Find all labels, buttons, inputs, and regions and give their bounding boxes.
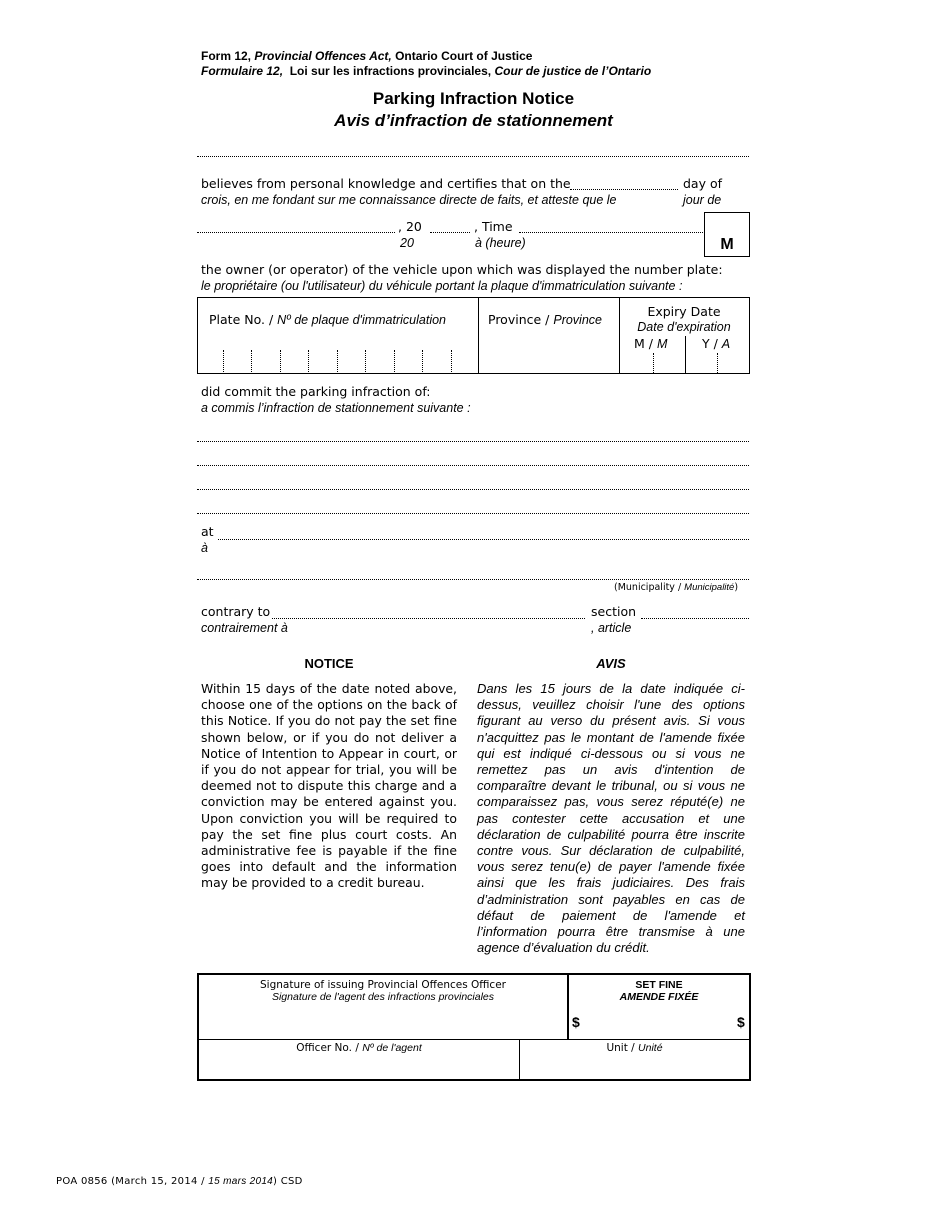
court-name-fr: Cour de justice de l’Ontario <box>494 64 652 78</box>
plate-char-tick <box>308 350 309 372</box>
time-field[interactable] <box>519 232 703 233</box>
at-label-en: at <box>201 524 214 539</box>
province-header-fr: Province <box>553 313 602 327</box>
province-header <box>488 312 602 328</box>
at-label-fr: à <box>201 541 208 555</box>
expiry-month-fr: M <box>656 337 668 351</box>
unit-label-en: Unit / <box>606 1042 639 1054</box>
municipality-line[interactable] <box>197 579 749 580</box>
expiry-year-header <box>702 336 730 352</box>
form-code-en: POA 0856 (March 15, 2014 / <box>56 1176 209 1187</box>
municipality-label-en: (Municipality / <box>614 582 685 593</box>
act-name-en: Provincial Offences Act, <box>254 49 392 63</box>
location-line[interactable] <box>218 539 749 540</box>
owner-text-fr: le propriétaire (ou l'utilisateur) du véhicule portant la plaque d'immatriculation suivante : <box>201 279 683 293</box>
plate-char-tick <box>337 350 338 372</box>
infraction-line[interactable] <box>197 489 749 490</box>
notice-body-fr: Dans les 15 jours de la date indiquée ci-dessus, veuillez choisir l'une des options figurant au verso du présent avis. Si vous n'acquittez pas le montant de l'amende fixée qui est indiqué ci-dessous ou si vous ne remettez pas un avis d'intention de comparaître devant le tribunal, ou si vous ne comparaissez pas, vous serez réputé(e) ne pas contester cette accusation et une déclaration de culpabilité pourra être inscrite contre vous. Sur déclaration de culpabilité, vous serez tenu(e) de payer l'amende fixée ainsi que les frais judiciaires. Des frais d’administration sont payables en cas de défaut de paiement de l'amende et l’information pourra être transmise à une agence d’évaluation du crédit. <box>477 681 745 956</box>
officer-number-fr: Nº de l'agent <box>362 1042 422 1054</box>
form-date-fr: 15 mars 2014 <box>208 1176 274 1187</box>
infraction-line[interactable] <box>197 465 749 466</box>
unit-label-fr: Unité <box>638 1042 663 1054</box>
form-code-tail: ) CSD <box>273 1176 303 1187</box>
act-name-fr: Loi sur les infractions provinciales, <box>289 64 492 78</box>
municipality-label-fr: Municipalité <box>684 582 735 593</box>
plate-char-tick <box>451 350 452 372</box>
plate-char-tick <box>223 350 224 372</box>
signature-label-en: Signature of issuing Provincial Offences Officer <box>260 979 506 991</box>
unit-label <box>520 1042 749 1054</box>
certify-text-fr: crois, en me fondant sur me connaissance directe de faits, et atteste que le <box>201 193 617 207</box>
expiry-header-en: Expiry Date <box>647 304 721 319</box>
plate-header <box>209 312 446 328</box>
officer-number-label <box>199 1042 519 1054</box>
expiry-year-fr: A <box>721 337 731 351</box>
officer-number-field[interactable] <box>199 1055 517 1077</box>
signature-field[interactable] <box>199 1003 565 1037</box>
time-label-en: , Time <box>474 219 513 234</box>
section-field[interactable] <box>641 618 749 619</box>
signature-label-fr: Signature de l'agent des infractions provinciales <box>271 991 495 1003</box>
form-number-en: Form 12, <box>201 49 252 63</box>
plate-header-fr: Nº de plaque d'immatriculation <box>277 313 446 327</box>
section-label-en: section <box>591 604 637 619</box>
page-title-fr: Avis d’infraction de stationnement <box>334 111 613 130</box>
year-label-en: , 20 <box>398 219 422 234</box>
am-pm-box[interactable] <box>704 212 750 257</box>
month-field[interactable] <box>197 232 395 233</box>
notice-body-en: Within 15 days of the date noted above, choose one of the options on the back of this Notice. If you do not pay the set fine shown below, or if you do not deliver a Notice of Intention to Appear in court, or if you do not appear for trial, you will be deemed not to dispute this charge and a conviction may be entered against you. Upon conviction you will be required to pay the set fine plus court costs. An administrative fee is payable if the fine goes into default and the information may be provided to a credit bureau. <box>201 681 457 891</box>
plate-divider <box>478 298 479 373</box>
expiry-month-year-divider <box>685 336 686 373</box>
infraction-line[interactable] <box>197 441 749 442</box>
plate-char-tick <box>422 350 423 372</box>
certify-text-en: believes from personal knowledge and certifies that on the <box>201 176 571 191</box>
expiry-year-en: Y / <box>702 336 722 351</box>
am-pm-label: M <box>720 236 734 253</box>
dollar-sign-left: $ <box>572 1014 580 1030</box>
infraction-text-en: did commit the parking infraction of: <box>201 384 431 399</box>
page-title: Parking Infraction Notice <box>372 89 575 108</box>
set-fine-label-en: SET FINE <box>635 979 683 991</box>
expiry-month-tick <box>653 353 654 373</box>
contrary-label-en: contrary to <box>201 604 271 619</box>
day-field[interactable] <box>570 189 678 190</box>
dollar-sign-right: $ <box>737 1014 745 1030</box>
officer-number-en: Officer No. / <box>296 1042 363 1054</box>
notice-heading-fr: AVIS <box>596 656 626 671</box>
year-field[interactable] <box>430 232 470 233</box>
contrary-label-fr: contrairement à <box>201 621 288 635</box>
form-code-footer <box>56 1176 303 1188</box>
municipality-label <box>614 582 738 594</box>
plate-char-tick <box>251 350 252 372</box>
plate-header-en: Plate No. / <box>209 312 278 327</box>
expiry-month-header <box>634 336 667 352</box>
municipality-label-close: ) <box>734 582 739 593</box>
form-header-en <box>201 49 532 64</box>
court-name-en: Ontario Court of Justice <box>395 49 533 63</box>
form-number-fr: Formulaire 12, <box>201 64 284 78</box>
plate-table <box>197 297 750 374</box>
owner-text-en: the owner (or operator) of the vehicle upon which was displayed the number plate: <box>201 262 723 277</box>
plate-char-tick <box>280 350 281 372</box>
expiry-month-en: M / <box>634 336 657 351</box>
plate-char-tick <box>365 350 366 372</box>
unit-field[interactable] <box>521 1055 747 1077</box>
province-header-en: Province / <box>488 312 554 327</box>
section-label-fr: , article <box>591 621 632 635</box>
signature-row-divider <box>199 1039 749 1040</box>
set-fine-field[interactable] <box>587 1009 733 1035</box>
day-of-label-fr: jour de <box>683 193 722 207</box>
statute-field[interactable] <box>272 618 585 619</box>
set-fine-label-fr: AMENDE FIXÉE <box>619 991 699 1003</box>
form-header-fr <box>201 64 651 79</box>
day-of-label-en: day of <box>683 176 723 191</box>
infraction-text-fr: a commis l’infraction de stationnement suivante : <box>201 401 471 415</box>
expiry-header-fr: Date d'expiration <box>637 320 731 334</box>
year-label-fr: 20 <box>400 236 414 250</box>
officer-name-field[interactable] <box>197 156 749 157</box>
notice-heading-en: NOTICE <box>304 656 354 671</box>
time-label-fr: à (heure) <box>475 236 526 250</box>
signature-box <box>197 973 751 1081</box>
expiry-year-tick <box>717 353 718 373</box>
infraction-line[interactable] <box>197 513 749 514</box>
plate-char-tick <box>394 350 395 372</box>
